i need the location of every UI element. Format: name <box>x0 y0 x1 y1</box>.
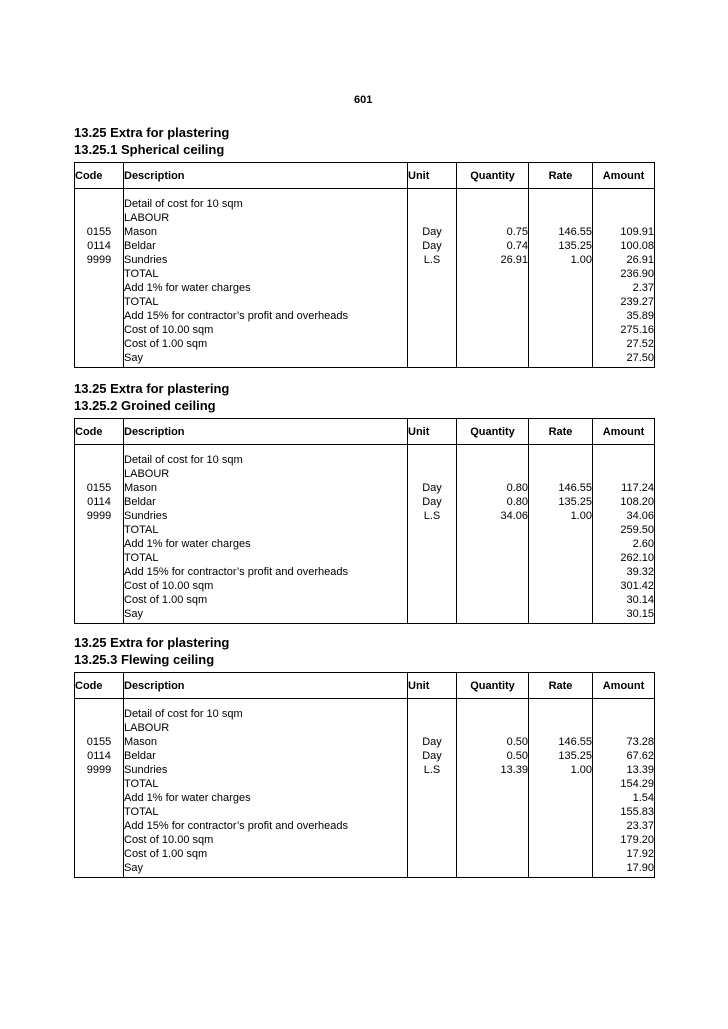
table-row <box>75 309 655 323</box>
rate-analysis-table <box>74 418 655 624</box>
amount-cell: 117.24 <box>593 481 655 495</box>
table-row <box>75 239 655 253</box>
amount-cell: 73.28 <box>593 735 655 749</box>
code-cell <box>75 211 124 225</box>
amount-cell: 23.37 <box>593 819 655 833</box>
unit-cell: Day <box>408 481 457 495</box>
unit-cell <box>408 819 457 833</box>
amount-cell: 259.50 <box>593 523 655 537</box>
column-header-rate: Rate <box>529 673 593 699</box>
unit-cell <box>408 861 457 878</box>
quantity-cell <box>457 777 529 791</box>
quantity-cell <box>457 453 529 467</box>
code-cell: 0155 <box>75 735 124 749</box>
description-cell: LABOUR <box>124 721 408 735</box>
quantity-cell: 0.75 <box>457 225 529 239</box>
description-cell: Sundries <box>124 509 408 523</box>
quantity-cell <box>457 721 529 735</box>
code-cell <box>75 833 124 847</box>
amount-cell: 179.20 <box>593 833 655 847</box>
rate-analysis-section <box>74 380 654 620</box>
code-cell <box>75 805 124 819</box>
rate-cell <box>529 323 593 337</box>
description-cell: Detail of cost for 10 sqm <box>124 197 408 211</box>
rate-cell <box>529 791 593 805</box>
description-cell: Cost of 10.00 sqm <box>124 579 408 593</box>
rate-cell <box>529 467 593 481</box>
column-header-rate: Rate <box>529 163 593 189</box>
description-cell: Cost of 10.00 sqm <box>124 833 408 847</box>
description-cell: TOTAL <box>124 551 408 565</box>
table-row <box>75 735 655 749</box>
description-cell: TOTAL <box>124 295 408 309</box>
table-row <box>75 481 655 495</box>
column-header-amount: Amount <box>593 673 655 699</box>
code-cell: 9999 <box>75 509 124 523</box>
code-cell <box>75 551 124 565</box>
description-cell: Beldar <box>124 239 408 253</box>
amount-cell: 275.16 <box>593 323 655 337</box>
unit-cell <box>408 551 457 565</box>
rate-analysis-section <box>74 124 654 364</box>
amount-cell: 26.91 <box>593 253 655 267</box>
code-cell <box>75 295 124 309</box>
subsection-heading: 13.25.3 Flewing ceiling <box>74 652 215 667</box>
table-row <box>75 565 655 579</box>
quantity-cell: 34.06 <box>457 509 529 523</box>
description-cell: Mason <box>124 481 408 495</box>
table-row <box>75 267 655 281</box>
description-cell: Cost of 10.00 sqm <box>124 323 408 337</box>
code-cell: 9999 <box>75 253 124 267</box>
amount-cell: 262.10 <box>593 551 655 565</box>
quantity-cell <box>457 323 529 337</box>
amount-cell: 30.14 <box>593 593 655 607</box>
code-cell <box>75 791 124 805</box>
code-cell <box>75 467 124 481</box>
rate-cell <box>529 537 593 551</box>
description-cell: Add 1% for water charges <box>124 281 408 295</box>
code-cell: 0114 <box>75 239 124 253</box>
quantity-cell <box>457 551 529 565</box>
subsection-heading: 13.25.1 Spherical ceiling <box>74 142 225 157</box>
table-row <box>75 453 655 467</box>
amount-cell: 13.39 <box>593 763 655 777</box>
unit-cell <box>408 337 457 351</box>
amount-cell: 239.27 <box>593 295 655 309</box>
amount-cell: 100.08 <box>593 239 655 253</box>
unit-cell <box>408 467 457 481</box>
rate-cell <box>529 777 593 791</box>
table-header-row <box>75 419 655 445</box>
column-header-quantity: Quantity <box>457 673 529 699</box>
code-cell: 0155 <box>75 225 124 239</box>
quantity-cell: 0.50 <box>457 735 529 749</box>
code-cell: 0114 <box>75 749 124 763</box>
rate-cell <box>529 523 593 537</box>
unit-cell <box>408 607 457 624</box>
unit-cell: Day <box>408 735 457 749</box>
description-cell: Add 15% for contractor’s profit and overheads <box>124 309 408 323</box>
description-cell: Detail of cost for 10 sqm <box>124 707 408 721</box>
table-row <box>75 495 655 509</box>
code-cell <box>75 565 124 579</box>
code-cell <box>75 281 124 295</box>
table-row <box>75 211 655 225</box>
description-cell: Add 1% for water charges <box>124 791 408 805</box>
description-cell: Mason <box>124 735 408 749</box>
amount-cell <box>593 467 655 481</box>
description-cell: Say <box>124 607 408 624</box>
amount-cell: 154.29 <box>593 777 655 791</box>
table-row <box>75 833 655 847</box>
description-cell: Say <box>124 861 408 878</box>
rate-cell <box>529 579 593 593</box>
unit-cell <box>408 805 457 819</box>
column-header-unit: Unit <box>408 419 457 445</box>
rate-cell <box>529 593 593 607</box>
amount-cell: 27.52 <box>593 337 655 351</box>
description-cell: Sundries <box>124 253 408 267</box>
unit-cell <box>408 707 457 721</box>
unit-cell <box>408 833 457 847</box>
amount-cell: 39.32 <box>593 565 655 579</box>
rate-cell <box>529 707 593 721</box>
rate-cell <box>529 337 593 351</box>
table-row <box>75 523 655 537</box>
description-cell: Add 15% for contractor’s profit and overheads <box>124 819 408 833</box>
table-row <box>75 805 655 819</box>
unit-cell <box>408 721 457 735</box>
column-header-code: Code <box>75 419 124 445</box>
table-row <box>75 749 655 763</box>
quantity-cell <box>457 707 529 721</box>
description-cell: Sundries <box>124 763 408 777</box>
unit-cell <box>408 295 457 309</box>
quantity-cell <box>457 197 529 211</box>
quantity-cell <box>457 537 529 551</box>
column-header-amount: Amount <box>593 419 655 445</box>
code-cell <box>75 453 124 467</box>
description-cell: Say <box>124 351 408 368</box>
rate-cell: 1.00 <box>529 253 593 267</box>
unit-cell: L.S <box>408 763 457 777</box>
description-cell: Add 1% for water charges <box>124 537 408 551</box>
rate-cell: 135.25 <box>529 495 593 509</box>
description-cell: Beldar <box>124 749 408 763</box>
unit-cell <box>408 197 457 211</box>
description-cell: Beldar <box>124 495 408 509</box>
description-cell: Mason <box>124 225 408 239</box>
quantity-cell <box>457 805 529 819</box>
quantity-cell <box>457 819 529 833</box>
unit-cell: L.S <box>408 253 457 267</box>
amount-cell: 17.90 <box>593 861 655 878</box>
amount-cell: 35.89 <box>593 309 655 323</box>
rate-cell: 146.55 <box>529 225 593 239</box>
amount-cell: 67.62 <box>593 749 655 763</box>
code-cell <box>75 819 124 833</box>
rate-cell <box>529 565 593 579</box>
description-cell: TOTAL <box>124 267 408 281</box>
quantity-cell <box>457 565 529 579</box>
table-row <box>75 847 655 861</box>
description-cell: Detail of cost for 10 sqm <box>124 453 408 467</box>
code-cell <box>75 847 124 861</box>
table-row <box>75 551 655 565</box>
column-header-description: Description <box>124 419 408 445</box>
column-header-description: Description <box>124 673 408 699</box>
code-cell <box>75 197 124 211</box>
rate-cell: 1.00 <box>529 763 593 777</box>
table-row <box>75 197 655 211</box>
rate-cell <box>529 309 593 323</box>
quantity-cell <box>457 267 529 281</box>
unit-cell: Day <box>408 225 457 239</box>
unit-cell <box>408 593 457 607</box>
table-row <box>75 509 655 523</box>
table-row <box>75 537 655 551</box>
quantity-cell: 0.80 <box>457 481 529 495</box>
quantity-cell <box>457 847 529 861</box>
unit-cell: Day <box>408 749 457 763</box>
unit-cell: Day <box>408 495 457 509</box>
code-cell <box>75 607 124 624</box>
unit-cell: L.S <box>408 509 457 523</box>
unit-cell <box>408 323 457 337</box>
rate-cell: 1.00 <box>529 509 593 523</box>
rate-cell <box>529 197 593 211</box>
rate-cell <box>529 295 593 309</box>
code-cell <box>75 337 124 351</box>
description-cell: Cost of 1.00 sqm <box>124 337 408 351</box>
code-cell <box>75 523 124 537</box>
amount-cell: 34.06 <box>593 509 655 523</box>
quantity-cell <box>457 861 529 878</box>
unit-cell <box>408 453 457 467</box>
section-heading: 13.25 Extra for plastering <box>74 381 230 396</box>
rate-cell: 146.55 <box>529 481 593 495</box>
column-header-amount: Amount <box>593 163 655 189</box>
quantity-cell <box>457 607 529 624</box>
code-cell <box>75 777 124 791</box>
table-row <box>75 707 655 721</box>
table-row <box>75 351 655 368</box>
rate-cell: 135.25 <box>529 239 593 253</box>
rate-cell <box>529 267 593 281</box>
table-row <box>75 579 655 593</box>
quantity-cell: 13.39 <box>457 763 529 777</box>
amount-cell: 109.91 <box>593 225 655 239</box>
description-cell: Cost of 1.00 sqm <box>124 593 408 607</box>
amount-cell: 2.60 <box>593 537 655 551</box>
rate-cell <box>529 453 593 467</box>
amount-cell: 301.42 <box>593 579 655 593</box>
table-row <box>75 763 655 777</box>
rate-cell: 146.55 <box>529 735 593 749</box>
column-header-code: Code <box>75 163 124 189</box>
column-header-rate: Rate <box>529 419 593 445</box>
unit-cell <box>408 351 457 368</box>
table-row <box>75 467 655 481</box>
quantity-cell <box>457 467 529 481</box>
unit-cell <box>408 791 457 805</box>
code-cell <box>75 323 124 337</box>
code-cell <box>75 537 124 551</box>
unit-cell <box>408 847 457 861</box>
description-cell: TOTAL <box>124 805 408 819</box>
unit-cell <box>408 565 457 579</box>
section-heading: 13.25 Extra for plastering <box>74 125 230 140</box>
table-row <box>75 337 655 351</box>
column-header-description: Description <box>124 163 408 189</box>
description-cell: TOTAL <box>124 523 408 537</box>
table-row <box>75 225 655 239</box>
quantity-cell <box>457 295 529 309</box>
amount-cell <box>593 197 655 211</box>
section-heading: 13.25 Extra for plastering <box>74 635 230 650</box>
quantity-cell <box>457 523 529 537</box>
description-cell: LABOUR <box>124 211 408 225</box>
subsection-heading: 13.25.2 Groined ceiling <box>74 398 216 413</box>
code-cell: 0114 <box>75 495 124 509</box>
table-row <box>75 593 655 607</box>
rate-cell <box>529 805 593 819</box>
quantity-cell <box>457 211 529 225</box>
table-row <box>75 281 655 295</box>
table-header-row <box>75 163 655 189</box>
rate-cell <box>529 351 593 368</box>
column-header-quantity: Quantity <box>457 163 529 189</box>
table-row <box>75 791 655 805</box>
amount-cell: 27.50 <box>593 351 655 368</box>
quantity-cell: 0.74 <box>457 239 529 253</box>
rate-analysis-section <box>74 634 654 874</box>
quantity-cell <box>457 337 529 351</box>
amount-cell <box>593 211 655 225</box>
code-cell <box>75 721 124 735</box>
quantity-cell <box>457 579 529 593</box>
description-cell: Add 15% for contractor’s profit and overheads <box>124 565 408 579</box>
quantity-cell: 0.80 <box>457 495 529 509</box>
unit-cell <box>408 579 457 593</box>
rate-cell <box>529 847 593 861</box>
rate-analysis-table <box>74 672 655 878</box>
amount-cell <box>593 721 655 735</box>
amount-cell: 1.54 <box>593 791 655 805</box>
column-header-quantity: Quantity <box>457 419 529 445</box>
table-row <box>75 861 655 878</box>
table-row <box>75 819 655 833</box>
description-cell: LABOUR <box>124 467 408 481</box>
amount-cell: 108.20 <box>593 495 655 509</box>
amount-cell: 155.83 <box>593 805 655 819</box>
unit-cell <box>408 267 457 281</box>
amount-cell <box>593 707 655 721</box>
unit-cell <box>408 281 457 295</box>
quantity-cell <box>457 833 529 847</box>
rate-analysis-table <box>74 162 655 368</box>
unit-cell <box>408 537 457 551</box>
unit-cell <box>408 777 457 791</box>
unit-cell: Day <box>408 239 457 253</box>
table-row <box>75 253 655 267</box>
table-row <box>75 777 655 791</box>
rate-cell <box>529 721 593 735</box>
code-cell: 9999 <box>75 763 124 777</box>
rate-cell <box>529 861 593 878</box>
rate-cell <box>529 211 593 225</box>
rate-cell <box>529 281 593 295</box>
code-cell: 0155 <box>75 481 124 495</box>
code-cell <box>75 593 124 607</box>
table-row <box>75 607 655 624</box>
amount-cell: 30.15 <box>593 607 655 624</box>
code-cell <box>75 267 124 281</box>
code-cell <box>75 861 124 878</box>
amount-cell: 236.90 <box>593 267 655 281</box>
table-row <box>75 295 655 309</box>
quantity-cell <box>457 351 529 368</box>
code-cell <box>75 707 124 721</box>
table-row <box>75 323 655 337</box>
rate-cell <box>529 833 593 847</box>
quantity-cell <box>457 281 529 295</box>
rate-cell: 135.25 <box>529 749 593 763</box>
quantity-cell <box>457 593 529 607</box>
amount-cell: 2.37 <box>593 281 655 295</box>
unit-cell <box>408 211 457 225</box>
column-header-code: Code <box>75 673 124 699</box>
quantity-cell: 0.50 <box>457 749 529 763</box>
amount-cell: 17.92 <box>593 847 655 861</box>
code-cell <box>75 579 124 593</box>
column-header-unit: Unit <box>408 163 457 189</box>
quantity-cell <box>457 791 529 805</box>
rate-cell <box>529 819 593 833</box>
description-cell: TOTAL <box>124 777 408 791</box>
code-cell <box>75 351 124 368</box>
rate-cell <box>529 607 593 624</box>
rate-cell <box>529 551 593 565</box>
unit-cell <box>408 309 457 323</box>
table-row <box>75 721 655 735</box>
table-header-row <box>75 673 655 699</box>
description-cell: Cost of 1.00 sqm <box>124 847 408 861</box>
column-header-unit: Unit <box>408 673 457 699</box>
page-number: 601 <box>354 94 373 106</box>
unit-cell <box>408 523 457 537</box>
code-cell <box>75 309 124 323</box>
quantity-cell <box>457 309 529 323</box>
amount-cell <box>593 453 655 467</box>
quantity-cell: 26.91 <box>457 253 529 267</box>
